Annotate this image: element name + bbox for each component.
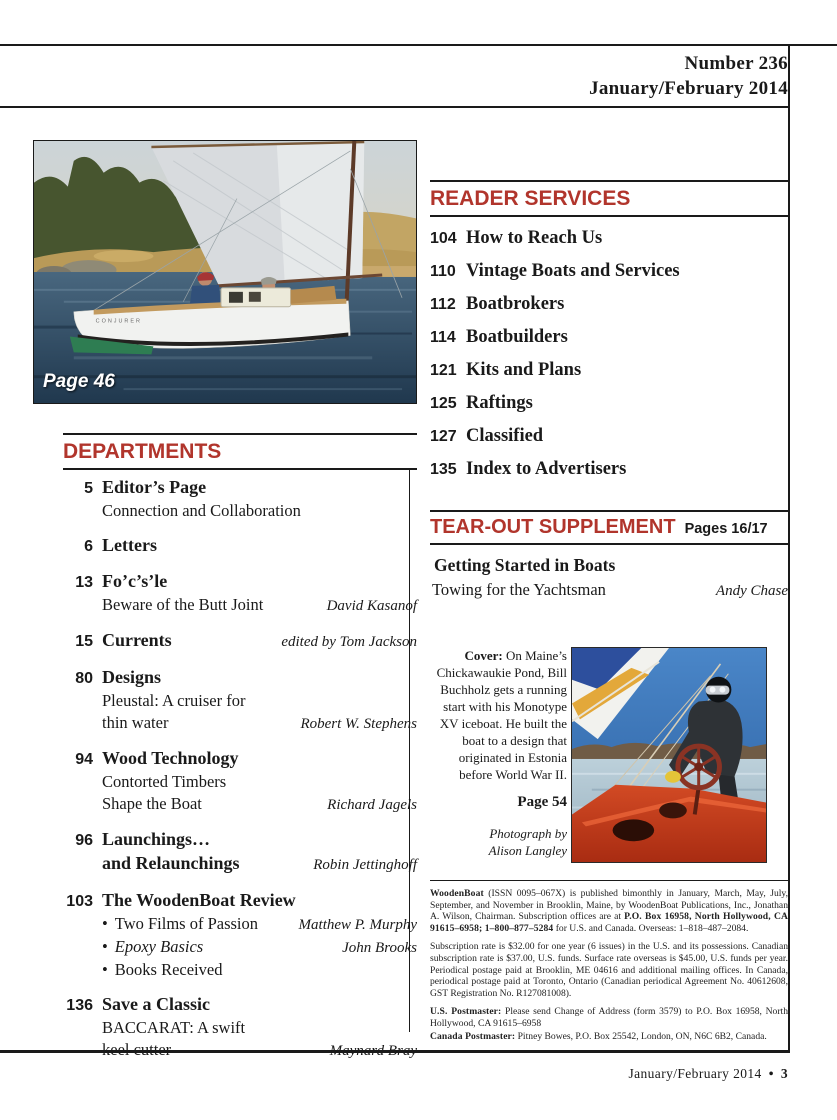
masthead-fine-print bbox=[430, 880, 788, 1042]
entry-title: Boatbuilders bbox=[466, 327, 568, 347]
toc-entry-focsle bbox=[63, 570, 417, 617]
supplement-section bbox=[430, 510, 788, 603]
masthead-bold-lead: WoodenBoat bbox=[430, 888, 484, 899]
masthead-paragraph-us-postmaster bbox=[430, 1006, 788, 1029]
toc-entry-vintage-boats bbox=[430, 260, 788, 283]
review-item-title: Epoxy Basics bbox=[114, 937, 204, 956]
toc-entry-editors-page bbox=[63, 476, 417, 522]
supplement-heading: TEAR-OUT SUPPLEMENT bbox=[430, 516, 676, 538]
issue-header bbox=[440, 51, 788, 101]
entry-title: How to Reach Us bbox=[466, 228, 603, 248]
entry-title: Index to Advertisers bbox=[466, 459, 627, 479]
supplement-pages-label: Pages 16/17 bbox=[684, 521, 768, 537]
masthead-text: for U.S. and Canada. Overseas: 1–818–487–2084. bbox=[553, 922, 749, 934]
entry-title: Launchings… bbox=[102, 829, 211, 849]
toc-entry-raftings bbox=[430, 392, 788, 415]
supplement-rule-bottom bbox=[430, 543, 788, 545]
masthead-paragraph-canada-postmaster bbox=[430, 1031, 788, 1043]
entry-page-number: 121 bbox=[430, 362, 457, 379]
entry-subtitle: Connection and Collaboration bbox=[102, 501, 301, 520]
toc-entry-index-to-advertisers bbox=[430, 458, 788, 481]
bullet-icon: • bbox=[102, 960, 108, 979]
entry-title: Designs bbox=[102, 667, 162, 687]
top-rule bbox=[0, 44, 837, 46]
entry-author: edited by Tom Jackson bbox=[281, 634, 417, 650]
bullet-icon: • bbox=[102, 914, 108, 933]
entry-title: Boatbrokers bbox=[466, 294, 565, 314]
toc-entry-kits-and-plans bbox=[430, 359, 788, 382]
entry-page-number: 112 bbox=[430, 296, 456, 313]
feature-photo-sailboat bbox=[33, 140, 417, 404]
entry-subtitle: Pleustal: A cruiser for bbox=[102, 691, 246, 710]
entry-title: Editor’s Page bbox=[102, 477, 207, 497]
masthead-text: Please send Change of Address (form 3579) to P.O. Box 16958, North Hollywood, CA 91615–6958 bbox=[430, 1006, 789, 1029]
bullet-icon: • bbox=[102, 937, 108, 956]
footer-issue-date: January/February 2014 bbox=[628, 1066, 762, 1081]
departments-heading: DEPARTMENTS bbox=[63, 440, 222, 463]
issue-number: Number 236 bbox=[684, 53, 788, 74]
entry-page-number: 5 bbox=[84, 480, 93, 497]
entry-subtitle: Shape the Boat bbox=[102, 794, 202, 813]
toc-entry-save-a-classic bbox=[63, 993, 417, 1062]
review-item-title: Books Received bbox=[114, 960, 223, 979]
entry-title: Classified bbox=[466, 426, 544, 446]
iceboat-photo-illustration bbox=[572, 648, 766, 862]
entry-author: Richard Jagels bbox=[327, 797, 417, 813]
supplement-author: Andy Chase bbox=[715, 583, 788, 599]
departments-list bbox=[63, 476, 417, 1062]
cover-section bbox=[430, 645, 788, 865]
entry-page-number: 135 bbox=[430, 461, 457, 478]
page-footer bbox=[440, 1066, 788, 1082]
toc-entry-woodenboat-review bbox=[63, 889, 417, 981]
entry-title: Kits and Plans bbox=[466, 360, 582, 380]
review-bullet-item bbox=[63, 913, 417, 936]
cover-description: On Maine’s Chickawaukie Pond, Bill Buchholz gets a running start with his Monotype XV iceboat. He built the boat to a design that originated in Estonia before World War II. bbox=[436, 648, 567, 782]
entry-title-continued: and Relaunchings bbox=[102, 853, 240, 873]
entry-page-number: 103 bbox=[66, 893, 93, 910]
review-item-title: Two Films of Passion bbox=[114, 914, 259, 933]
entry-page-number: 96 bbox=[75, 832, 93, 849]
masthead-rule bbox=[430, 880, 788, 881]
entry-page-number: 6 bbox=[84, 538, 93, 555]
photo-caption-page-46: Page 46 bbox=[43, 371, 115, 392]
review-bullet-item bbox=[63, 936, 417, 959]
reader-services-section bbox=[430, 180, 788, 491]
entry-subtitle: thin water bbox=[102, 713, 169, 732]
masthead-paragraph-subscription: Subscription rate is $32.00 for one year (6 issues) in the U.S. and its possessions. Canadian subscription rate is $37.00, U.S. funds. Surface rate overseas is $45.00, U.S. funds per year. Periodical postage paid at Brooklin, ME 04616 and additional mailing offices. In Canada, periodical postage paid at Toronto, Ontario (Canadian periodical Agreement No. 40612608, GST Registration No. R127081008). bbox=[430, 941, 788, 999]
entry-title: Fo’c’s’le bbox=[102, 571, 168, 591]
entry-author: Robert W. Stephens bbox=[300, 716, 417, 732]
supplement-subtitle: Towing for the Yachtsman bbox=[432, 580, 606, 599]
entry-title: The WoodenBoat Review bbox=[102, 890, 296, 910]
supplement-title: Getting Started in Boats bbox=[434, 555, 616, 575]
toc-entry-boatbrokers bbox=[430, 293, 788, 316]
entry-page-number: 94 bbox=[75, 751, 93, 768]
credit-line: Alison Langley bbox=[488, 843, 567, 858]
departments-rule-bottom bbox=[63, 468, 417, 470]
reader-services-rule-bottom bbox=[430, 215, 788, 217]
entry-page-number: 15 bbox=[75, 633, 93, 650]
entry-title: Vintage Boats and Services bbox=[466, 261, 680, 281]
entry-page-number: 13 bbox=[75, 574, 93, 591]
toc-entry-launchings bbox=[63, 828, 417, 877]
masthead-text: (ISSN 0095–067X) is published bimonthly in January, March, May, July, September, and November in Brooklin, Maine, by WoodenBoat Publications, Inc., Jonathan A. Wilson, Chairman. Subscription offices are at bbox=[430, 888, 788, 923]
entry-title: Currents bbox=[102, 630, 172, 650]
entry-title: Letters bbox=[102, 535, 157, 555]
boat-name-text: CONJURER bbox=[95, 318, 142, 325]
toc-entry-how-to-reach-us bbox=[430, 227, 788, 250]
toc-entry-designs bbox=[63, 666, 417, 735]
entry-page-number: 127 bbox=[430, 428, 457, 445]
toc-entry-currents bbox=[63, 629, 417, 654]
entry-page-number: 114 bbox=[430, 329, 456, 346]
entry-author: Matthew P. Murphy bbox=[298, 917, 417, 933]
credit-line: Photograph by bbox=[489, 826, 567, 841]
sailboat-photo-illustration bbox=[34, 141, 416, 403]
cover-blurb bbox=[430, 647, 567, 859]
masthead-bold-lead: U.S. Postmaster: bbox=[430, 1006, 502, 1018]
toc-entry-wood-technology bbox=[63, 747, 417, 816]
departments-section bbox=[63, 433, 417, 1074]
reader-services-heading: READER SERVICES bbox=[430, 187, 631, 210]
entry-title: Raftings bbox=[466, 393, 533, 413]
entry-author: Robin Jettinghoff bbox=[313, 857, 417, 873]
entry-subtitle: keel cutter bbox=[102, 1040, 172, 1059]
cover-page-reference: Page 54 bbox=[517, 794, 567, 810]
entry-author: John Brooks bbox=[342, 940, 417, 956]
entry-subtitle: Contorted Timbers bbox=[102, 772, 227, 791]
entry-subtitle: Beware of the Butt Joint bbox=[102, 595, 264, 614]
entry-page-number: 125 bbox=[430, 395, 457, 412]
cover-label: Cover: bbox=[464, 648, 503, 663]
entry-page-number: 104 bbox=[430, 230, 457, 247]
cover-photo-credit bbox=[430, 825, 567, 859]
footer-page-number: 3 bbox=[780, 1066, 788, 1081]
issue-date: January/February 2014 bbox=[589, 78, 788, 99]
entry-page-number: 110 bbox=[430, 263, 456, 280]
entry-page-number: 80 bbox=[75, 670, 93, 687]
toc-entry-classified bbox=[430, 425, 788, 448]
cover-photo-iceboat bbox=[571, 647, 767, 863]
right-border-rule bbox=[788, 44, 790, 1053]
masthead-bold-lead: Canada Postmaster: bbox=[430, 1030, 516, 1042]
entry-page-number: 136 bbox=[66, 997, 93, 1014]
entry-author: David Kasanof bbox=[326, 598, 417, 614]
footer-bullet-icon: • bbox=[768, 1066, 774, 1081]
entry-title: Wood Technology bbox=[102, 748, 239, 768]
masthead-paragraph-publication bbox=[430, 888, 788, 934]
entry-author: Maynard Bray bbox=[329, 1043, 417, 1059]
entry-subtitle: BACCARAT: A swift bbox=[102, 1018, 246, 1037]
toc-entry-letters bbox=[63, 534, 417, 558]
review-bullet-item bbox=[63, 959, 417, 981]
reader-services-list bbox=[430, 227, 788, 481]
entry-title: Save a Classic bbox=[102, 994, 210, 1014]
toc-entry-boatbuilders bbox=[430, 326, 788, 349]
masthead-text: Pitney Bowes, P.O. Box 25542, London, ON, N6C 6B2, Canada. bbox=[515, 1030, 767, 1042]
masthead-bold-address: P.O. Box 16958, North Hollywood, CA 91615–6958; 1–800–877–5284 bbox=[430, 911, 789, 934]
header-bottom-rule bbox=[0, 106, 790, 108]
